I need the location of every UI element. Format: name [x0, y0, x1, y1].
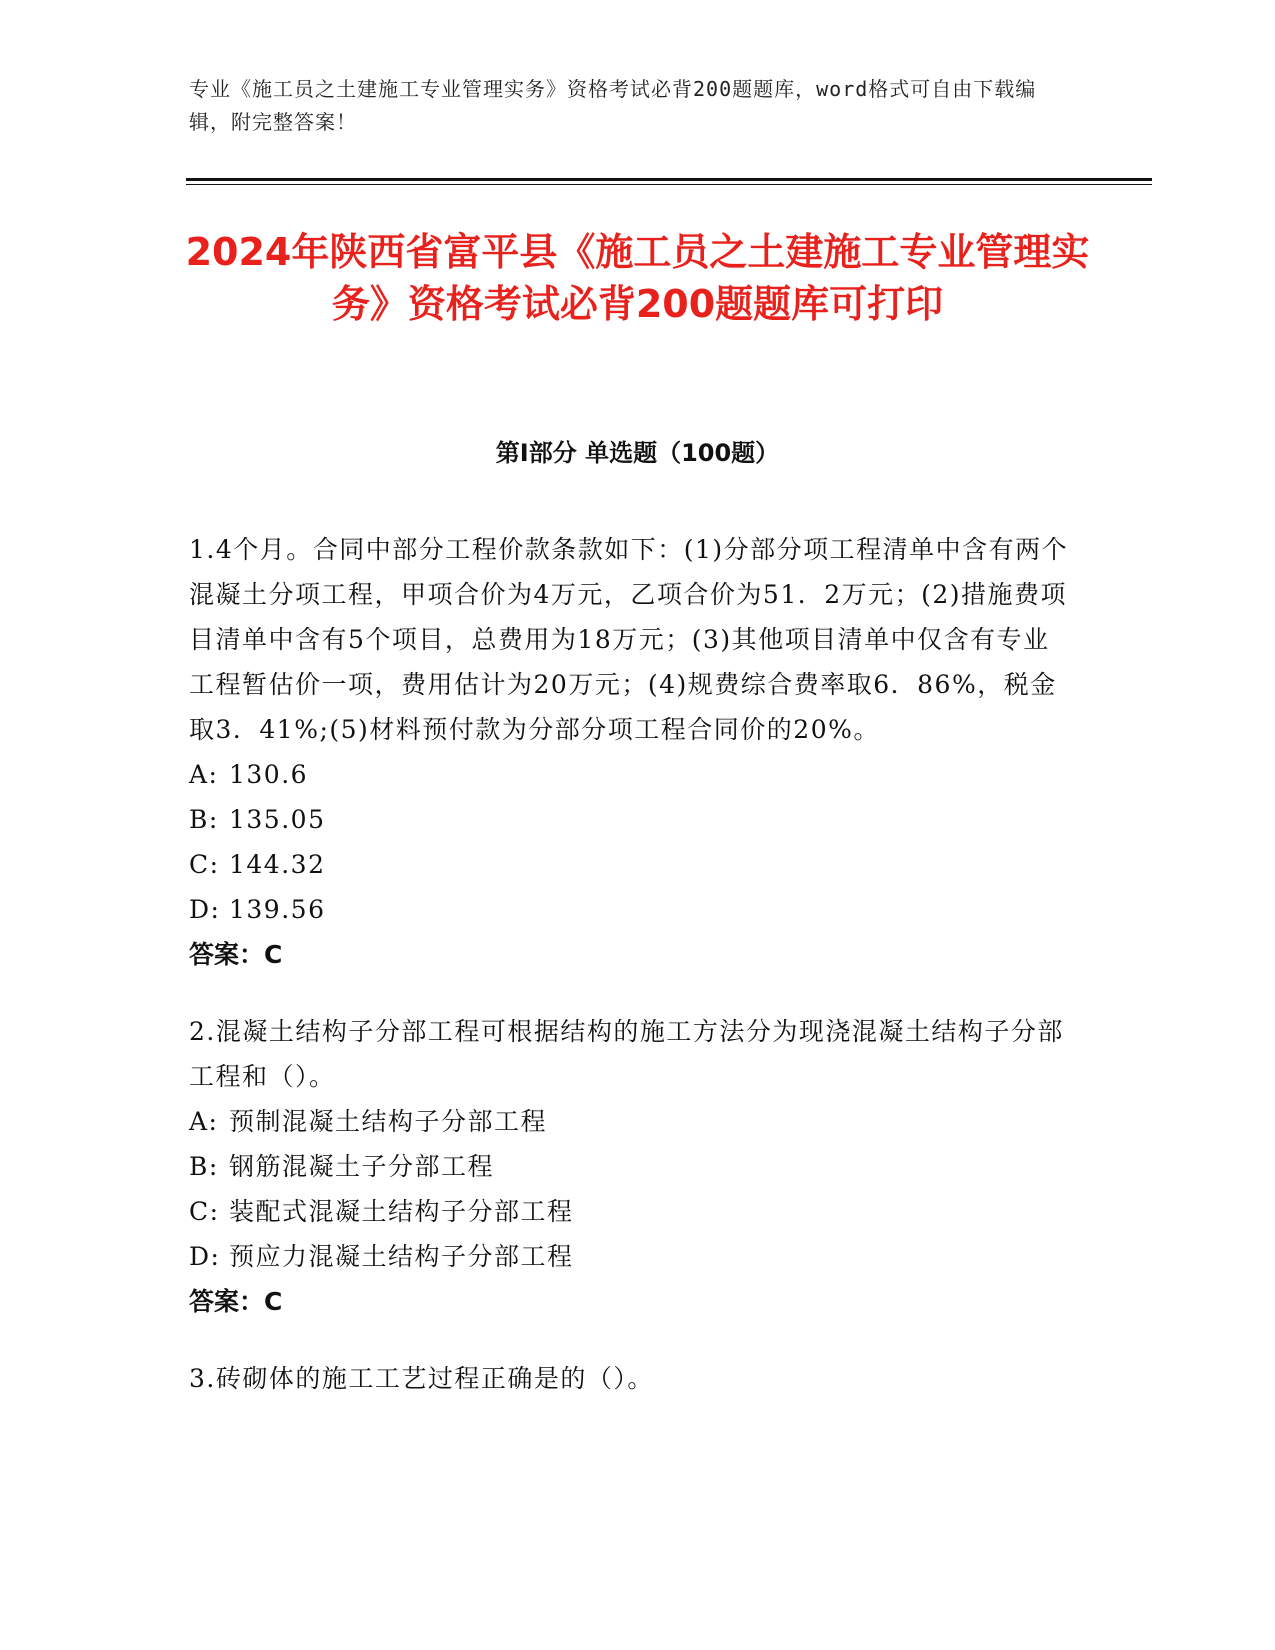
option-a	[189, 752, 1074, 797]
section-heading: 第I部分 单选题（100题）	[495, 439, 780, 467]
option-text: 预应力混凝土结构子分部工程	[229, 1242, 574, 1271]
question-text: 3.砖砌体的施工工艺过程正确是的（）。	[189, 1364, 654, 1393]
option-letter: C:	[189, 850, 220, 879]
option-b	[189, 1144, 1074, 1189]
question-3	[189, 1356, 1074, 1401]
question-text: 2.混凝土结构子分部工程可根据结构的施工方法分为现浇混凝土结构子分部工程和（）。	[189, 1017, 1064, 1091]
option-letter: A:	[189, 1107, 219, 1136]
question-text: 1.4个月。合同中部分工程价款条款如下：(1)分部分项工程清单中含有两个混凝土分项工程，甲项合价为4万元，乙项合价为51．2万元；(2)措施费项目清单中含有5个项目，总费用为18万元；(3)其他项目清单中仅含有专业工程暂估价一项，费用估计为20万元；(4)规费综合费率取6．86%，税金取3．41%;(5)材料预付款为分部分项工程合同价的20%。	[189, 535, 1069, 744]
option-text: 135.05	[229, 805, 326, 834]
option-text: 130.6	[229, 760, 309, 789]
option-letter: B:	[189, 1152, 219, 1181]
option-text: 139.56	[229, 895, 326, 924]
option-letter: D:	[189, 895, 221, 924]
option-text: 144.32	[229, 850, 326, 879]
option-letter: D:	[189, 1242, 221, 1271]
option-letter: A:	[189, 760, 219, 789]
question-list	[189, 527, 1074, 1433]
question-2	[189, 1009, 1074, 1324]
document-title: 2024年陕西省富平县《施工员之土建施工专业管理实务》资格考试必背200题题库可打印	[185, 230, 1090, 326]
option-letter: C:	[189, 1197, 220, 1226]
answer-line: 答案：C	[189, 940, 283, 969]
option-d	[189, 887, 1074, 932]
header-divider-thin	[186, 184, 1152, 185]
option-c	[189, 842, 1074, 887]
answer-line: 答案：C	[189, 1287, 283, 1316]
question-1	[189, 527, 1074, 977]
option-text: 预制混凝土结构子分部工程	[229, 1107, 548, 1136]
option-a	[189, 1099, 1074, 1144]
header-note: 专业《施工员之土建施工专业管理实务》资格考试必背200题题库，word格式可自由下载编辑，附完整答案！	[189, 77, 1037, 134]
header-divider-thick	[186, 178, 1152, 181]
option-c	[189, 1189, 1074, 1234]
option-text: 装配式混凝土结构子分部工程	[229, 1197, 574, 1226]
option-d	[189, 1234, 1074, 1279]
option-b	[189, 797, 1074, 842]
option-text: 钢筋混凝土子分部工程	[229, 1152, 495, 1181]
option-letter: B:	[189, 805, 219, 834]
